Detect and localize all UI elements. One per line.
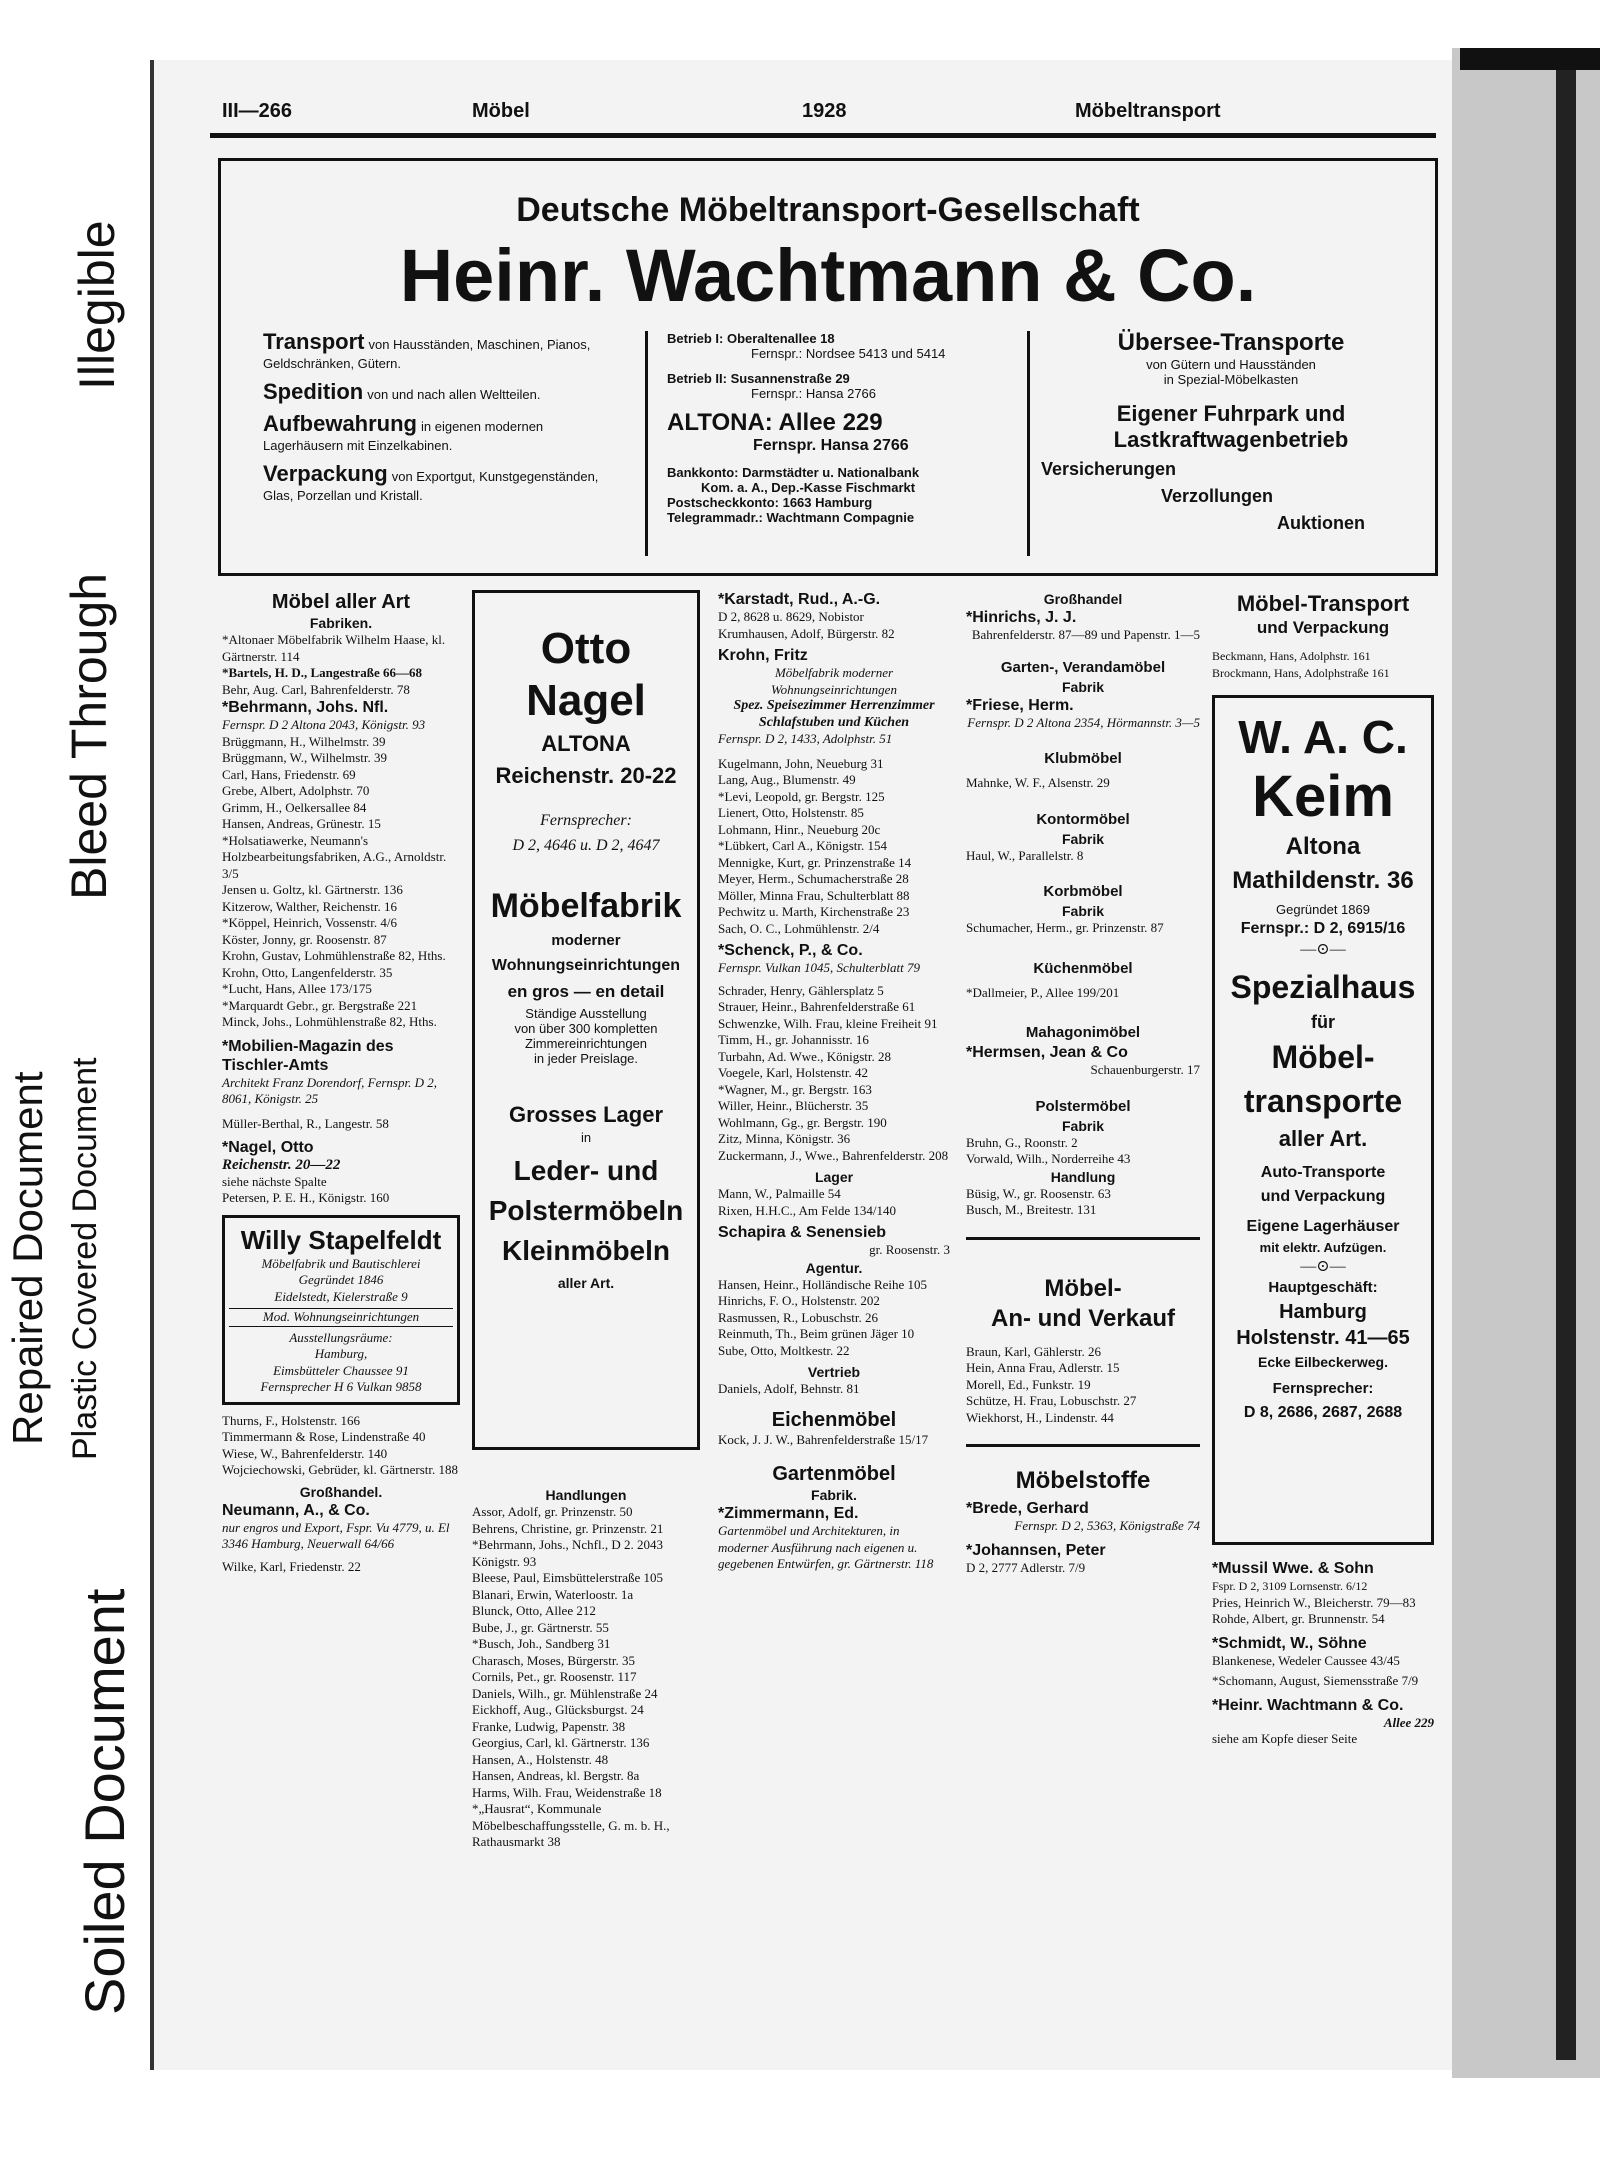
list-item: Franke, Ludwig, Papenstr. 38 (472, 1718, 626, 1734)
keim-ornament: —⊙— (1300, 941, 1346, 958)
stapel-line: Fernsprecher H 6 Vulkan 9858 (260, 1379, 422, 1394)
list-item: Krohn, Otto, Langenfelderstr. 35 (222, 964, 393, 980)
list-item: Reinmuth, Th., Beim grünen Jäger 10 (718, 1326, 915, 1341)
category-title: Möbel aller Art (271, 591, 411, 613)
divider (966, 1444, 1200, 1447)
altona-phone: Fernspr. Hansa 2766 (753, 437, 909, 454)
list-item: Timmermann & Rose, Lindenstraße 40 (222, 1429, 426, 1444)
list-item: Minck, Johs., Lohmühlenstraße 82, Hths. (222, 1014, 437, 1029)
list-item: Busch, M., Breitestr. 131 (966, 1202, 1097, 1217)
category-sub: Agentur. (805, 1259, 863, 1276)
keim-transporte: transporte (1243, 1083, 1403, 1119)
category-sub: Handlungen (545, 1487, 627, 1503)
list-item: *Lucht, Hans, Allee 173/175 (222, 981, 372, 996)
list-item: *Busch, Joh., Sandberg 31 (472, 1636, 611, 1651)
uebersee-sub-1: von Gütern und Hausständen (1146, 357, 1316, 372)
nagel-leder: Leder- und (513, 1155, 659, 1186)
versicherungen: Versicherungen (1041, 459, 1177, 479)
keim-fs: Fernsprecher: (1272, 1380, 1374, 1397)
category-title: Möbel-Transport (1236, 591, 1410, 616)
list-item: Wilke, Karl, Friedenstr. 22 (222, 1558, 361, 1574)
list-item: Willer, Heinr., Blücherstr. 35 (718, 1098, 869, 1113)
zimmermann-sub: Gartenmöbel und Architekturen, in moderner Ausführung nach eigenen u. gegebenen Entwürfen, gr. Gärtnerstr. 118 (718, 1523, 934, 1571)
header-rule (210, 133, 1436, 138)
keim-fsn: D 8, 2686, 2687, 2688 (1243, 1404, 1403, 1421)
stapel-line: Ausstellungsräume: (289, 1329, 393, 1345)
page-edge-top (1460, 48, 1600, 70)
list-item: Hansen, Andreas, Grünestr. 15 (222, 816, 381, 831)
service-title: Transport (263, 329, 365, 354)
nagel-altona: ALTONA (541, 731, 631, 756)
keim-fern: Fernspr.: D 2, 6915/16 (1240, 920, 1406, 937)
list-item: Bleese, Paul, Eimsbüttelerstraße 105 (472, 1570, 663, 1585)
category-sub: Handlung (1050, 1168, 1116, 1185)
list-item: Lienert, Otto, Holstenstr. 85 (718, 805, 864, 820)
list-item: Voegele, Karl, Holstenstr. 42 (718, 1065, 868, 1080)
list-item: *Bartels, H. D., Langestraße 66—68 (222, 665, 423, 680)
category-title: Garten-, Verandamöbel (1000, 658, 1166, 676)
keim-ecke: Ecke Eilbeckerweg. (1258, 1354, 1388, 1370)
column-2 (472, 590, 700, 1851)
service-text: von und nach allen Weltteilen. (367, 387, 541, 402)
list-item: Hein, Anna Frau, Adlerstr. 15 (966, 1360, 1120, 1375)
list-item: Petersen, P. E. H., Königstr. 160 (222, 1190, 390, 1205)
label-plastic-covered-document: Plastic Covered Document (66, 1057, 104, 1460)
category-title: Eichenmöbel (771, 1408, 897, 1431)
krohn-sub: Möbelfabrik moderner Wohnungseinrichtungen (771, 665, 897, 697)
nagel-advert (472, 590, 700, 1450)
mobilien-sub: Architekt Franz Dorendorf, Fernspr. D 2, 8061, Königstr. 25 (222, 1074, 437, 1106)
service-text: in eigenen modernen Lagerhäusern mit Einzelkabinen. (263, 419, 544, 453)
nagel-note: siehe nächste Spalte (222, 1173, 327, 1189)
hinrichs-name: *Hinrichs, J. J. (966, 609, 1077, 626)
neumann-sub: nur engros und Export, Fspr. Vu 4779, u. El 3346 Hamburg, Neuerwall 64/66 (222, 1519, 450, 1551)
nagel-name: *Nagel, Otto (222, 1139, 314, 1156)
category-title: Kontormöbel (1036, 810, 1130, 828)
list-item: *Behrmann, Johs., Nchfl., D 2. 2043 Königstr. 93 (472, 1537, 664, 1569)
betrieb-2-phone: Fernspr.: Hansa 2766 (751, 386, 877, 401)
list-item: Wiekhorst, H., Lindenstr. 44 (966, 1409, 1114, 1425)
mussil-name: *Mussil Wwe. & Sohn (1212, 1560, 1374, 1577)
keim-ornament: —⊙— (1300, 1258, 1346, 1275)
stapel-line: Möbelfabrik und Bautischlerei (261, 1255, 421, 1271)
altona-address: ALTONA: Allee 229 (667, 409, 883, 436)
list-item: Blanari, Erwin, Waterloostr. 1a (472, 1586, 634, 1602)
list-item: D 2, 8628 u. 8629, Nobistor (718, 609, 864, 624)
label-illegible: Illegible (69, 220, 125, 390)
uebersee-sub-2: in Spezial-Möbelkasten (1163, 372, 1299, 387)
stapel-line: Eimsbütteler Chaussee 91 (273, 1362, 409, 1378)
list-item: Brockmann, Hans, Adolphstraße 161 (1212, 665, 1390, 680)
list-item: Assor, Adolf, gr. Prinzenstr. 50 (472, 1504, 633, 1519)
schmidt-name: *Schmidt, W., Söhne (1212, 1634, 1367, 1652)
topic-title: Möbeltransport (1075, 100, 1221, 122)
ad-company-name: Heinr. Wachtmann & Co. (399, 234, 1257, 317)
list-item: Mahnke, W. F., Alsenstr. 29 (966, 775, 1110, 790)
list-item: Hansen, Heinr., Holländische Reihe 105 (718, 1276, 928, 1292)
list-item: Carl, Hans, Friedenstr. 69 (222, 766, 356, 782)
list-item: *Behrmann, Johs. Nfl. (222, 699, 389, 716)
list-item: Schütze, H. Frau, Lobuschstr. 27 (966, 1393, 1137, 1408)
keim-fuer: für (1311, 1012, 1335, 1032)
column-4 (966, 590, 1200, 1576)
list-item: *Levi, Leopold, gr. Bergstr. 125 (718, 788, 885, 804)
category-title: Küchenmöbel (1033, 959, 1133, 977)
category-sub: Fabrik (1061, 678, 1104, 695)
nagel-moderner: moderner (551, 932, 621, 949)
list-item: Thurns, F., Holstenstr. 166 (222, 1412, 360, 1428)
fuhrpark-2: Lastkraftwagenbetrieb (1113, 427, 1349, 452)
list-item: Müller-Berthal, R., Langestr. 58 (222, 1115, 389, 1131)
nagel-aller: aller Art. (557, 1275, 615, 1291)
stapelfeldt-advert (222, 1215, 460, 1405)
list-item: *Altonaer Möbelfabrik Wilhelm Haase, kl. Gärtnerstr. 114 (222, 632, 446, 664)
keim-auto: und Verpackung (1260, 1188, 1386, 1205)
keim-lager: mit elektr. Aufzügen. (1259, 1240, 1387, 1255)
keim-aller: aller Art. (1278, 1126, 1368, 1151)
category-title: Möbel- (1044, 1274, 1122, 1302)
label-repaired-document: Repaired Document (4, 1071, 51, 1445)
nagel-engros: en gros — en detail (507, 982, 665, 1001)
category-title: An- und Verkauf (990, 1304, 1176, 1332)
stapel-line: Eidelstedt, Kielerstraße 9 (274, 1288, 408, 1304)
brede-name: *Brede, Gerhard (966, 1500, 1089, 1517)
verzollungen: Verzollungen (1161, 486, 1274, 506)
list-item: Brüggmann, H., Wilhelmstr. 39 (222, 733, 386, 749)
schapira-name: Schapira & Senensieb (718, 1224, 887, 1241)
column-1 (222, 590, 460, 1575)
list-item: *Holsatiawerke, Neumann's Holzbearbeitungsfabriken, A.G., Arnoldstr. 3/5 (222, 832, 447, 881)
list-item: Mann, W., Palmaille 54 (718, 1186, 841, 1201)
list-item: Jensen u. Goltz, kl. Gärtnerstr. 136 (222, 882, 403, 897)
bank-1: Bankkonto: Darmstädter u. Nationalbank (667, 465, 920, 480)
category-title: Mahagonimöbel (1025, 1024, 1141, 1041)
nagel-ausstellung: Zimmereinrichtungen (524, 1036, 648, 1051)
ad-divider (1027, 331, 1030, 556)
list-item: Georgius, Carl, kl. Gärtnerstr. 136 (472, 1735, 650, 1750)
keim-name: Keim (1252, 764, 1394, 829)
uebersee-title: Übersee-Transporte (1117, 329, 1345, 356)
stapel-line: Hamburg, (314, 1346, 368, 1361)
category-sub: Fabrik. (811, 1487, 857, 1503)
ad-divider (645, 331, 648, 556)
list-item: Sube, Otto, Moltkestr. 22 (718, 1342, 850, 1358)
nagel-polster: Polstermöbeln (488, 1195, 684, 1226)
list-item: Rohde, Albert, gr. Brunnenstr. 54 (1212, 1611, 1385, 1626)
list-item: Grimm, H., Oelkersallee 84 (222, 799, 367, 815)
nagel-moebelfabrik: Möbelfabrik (490, 887, 682, 925)
friese-sub: Fernspr. D 2 Altona 2354, Hörmannstr. 3—5 (967, 714, 1200, 730)
list-item: Pries, Heinrich W., Bleicherstr. 79—83 (1212, 1594, 1416, 1610)
list-item: Zuckermann, J., Wwe., Bahrenfelderstr. 208 (718, 1147, 949, 1163)
hermsen-sub: Schauenburgerstr. 17 (1090, 1062, 1200, 1077)
keim-street: Mathildenstr. 36 (1232, 867, 1414, 894)
column-5 (1212, 590, 1434, 1748)
year: 1928 (802, 100, 847, 122)
list-item: Morell, Ed., Funkstr. 19 (966, 1376, 1091, 1392)
postscheck: Postscheckkonto: 1663 Hamburg (667, 495, 873, 510)
list-item: *Marquardt Gebr., gr. Bergstraße 221 (222, 997, 418, 1013)
nagel-wohn: Wohnungseinrichtungen (491, 957, 681, 974)
auktionen: Auktionen (1277, 513, 1365, 533)
betrieb-2: Betrieb II: Susannenstraße 29 (667, 371, 850, 386)
keim-gegr: Gegründet 1869 (1276, 902, 1370, 917)
list-item: *Schomann, August, Siemensstraße 7/9 (1212, 1673, 1419, 1688)
list-item: Grebe, Albert, Adolphstr. 70 (222, 783, 370, 798)
list-item: Behr, Aug. Carl, Bahrenfelderstr. 78 (222, 681, 410, 697)
page-number: III—266 (222, 100, 293, 122)
wachtmann-name: *Heinr. Wachtmann & Co. (1212, 1696, 1404, 1714)
service-title: Spedition (263, 379, 364, 404)
list-item: Daniels, Wilh., gr. Mühlenstraße 24 (472, 1685, 658, 1701)
list-item: Büsig, W., gr. Roosenstr. 63 (966, 1185, 1111, 1201)
category-sub: Großhandel (1043, 591, 1123, 607)
stapel-line: Mod. Wohnungseinrichtungen (229, 1308, 453, 1327)
keim-hstr: Holstenstr. 41—65 (1236, 1327, 1410, 1349)
karstadt: *Karstadt, Rud., A.-G. (718, 591, 881, 608)
krohn-fern: Fernspr. D 2, 1433, Adolphstr. 51 (718, 731, 893, 746)
service-title: Verpackung (263, 461, 388, 486)
category-sub: Großhandel. (299, 1483, 383, 1500)
category-sub: Fabrik (1061, 903, 1104, 919)
list-item: *„Hausrat“, Kommunale Möbelbeschaffungsstelle, G. m. b. H., Rathausmarkt 38 (472, 1801, 670, 1849)
list-item: Hansen, Andreas, kl. Bergstr. 8a (472, 1768, 640, 1783)
betrieb-1-phone: Fernspr.: Nordsee 5413 und 5414 (751, 346, 946, 361)
krohn-spez: Spez. Speisezimmer Herrenzimmer Schlafstuben und Küchen (733, 698, 935, 730)
category-title: Möbelstoffe (1015, 1467, 1151, 1494)
page-edge-dark (1556, 60, 1576, 2060)
keim-altona: Altona (1285, 833, 1361, 860)
krohn-name: Krohn, Fritz (718, 647, 808, 664)
johannsen-name: *Johannsen, Peter (966, 1541, 1106, 1559)
list-item: Daniels, Adolf, Behnstr. 81 (718, 1381, 860, 1396)
list-item: Mennigke, Kurt, gr. Prinzenstraße 14 (718, 854, 912, 870)
bank-2: Kom. a. A., Dep.-Kasse Fischmarkt (701, 480, 916, 495)
list-item: Wiese, W., Bahrenfelderstr. 140 (222, 1445, 388, 1461)
ad-services (263, 329, 623, 505)
ad-contacts (667, 331, 1007, 525)
list-item: Wojciechowski, Gebrüder, kl. Gärtnerstr. 188 (222, 1462, 458, 1477)
nagel-in: in (580, 1130, 592, 1145)
section-title: Möbel (472, 100, 530, 122)
label-bleed-through: Bleed Through (61, 572, 117, 900)
wachtmann-addr: Allee 229 (1383, 1714, 1434, 1730)
category-sub: Fabrik (1061, 1117, 1104, 1134)
keim-advert (1212, 695, 1434, 1545)
keim-lager: Eigene Lagerhäuser (1246, 1218, 1400, 1235)
list-item: Schrader, Henry, Gählersplatz 5 (718, 982, 884, 998)
label-soiled-document: Soiled Document (73, 1588, 136, 2015)
service-text: von Hausständen, Maschinen, Pianos, Geldschränken, Gütern. (263, 337, 591, 371)
wachtmann-advert (218, 158, 1438, 576)
list-item: Bruhn, G., Roonstr. 2 (966, 1134, 1078, 1150)
betrieb-1: Betrieb I: Oberaltenallee 18 (667, 331, 835, 346)
page-edge (1452, 48, 1600, 2078)
category-title: Klubmöbel (1044, 750, 1122, 767)
list-item: Harms, Wilh. Frau, Weidenstraße 18 (472, 1784, 662, 1800)
list-item: *Lübkert, Carl A., Königstr. 154 (718, 838, 887, 853)
keim-auto: Auto-Transporte (1260, 1164, 1386, 1181)
keim-haupt: Hauptgeschäft: (1268, 1279, 1378, 1296)
schenck-name: *Schenck, P., & Co. (718, 942, 863, 959)
schmidt-sub: Blankenese, Wedeler Caussee 43/45 (1212, 1652, 1400, 1668)
list-item: Rixen, H.H.C., Am Felde 134/140 (718, 1202, 897, 1218)
service-title: Aufbewahrung (263, 411, 417, 436)
list-item: Rasmussen, R., Lobuschstr. 26 (718, 1309, 878, 1325)
list-item: Krohn, Gustav, Lohmühlenstraße 82, Hths. (222, 948, 446, 963)
list-item: Schumacher, Herm., gr. Prinzenstr. 87 (966, 920, 1164, 935)
list-item: Köster, Jonny, gr. Roosenstr. 87 (222, 931, 387, 947)
telegramm: Telegrammadr.: Wachtmann Compagnie (667, 510, 915, 525)
list-item: Timm, H., gr. Johannisstr. 16 (718, 1032, 869, 1047)
nagel-ausstellung: in jeder Preislage. (533, 1051, 639, 1066)
list-item: Kugelmann, John, Neueburg 31 (718, 755, 884, 771)
nagel-klein: Kleinmöbeln (501, 1235, 670, 1266)
list-item: Hansen, A., Holstenstr. 48 (472, 1751, 609, 1767)
list-item: Schwenzke, Wilh. Frau, kleine Freiheit 91 (718, 1015, 938, 1031)
johannsen-sub: D 2, 2777 Adlerstr. 7/9 (966, 1559, 1086, 1575)
column-3 (718, 590, 950, 1573)
nagel-grosses: Grosses Lager (508, 1102, 664, 1127)
nagel-ausstellung: von über 300 kompletten (514, 1021, 658, 1036)
list-item: Wohlmann, Gg., gr. Bergstr. 190 (718, 1114, 887, 1130)
list-item: Hinrichs, F. O., Holstenstr. 202 (718, 1293, 880, 1308)
stapel-line: Gegründet 1846 (298, 1272, 384, 1287)
nagel-street: Reichenstr. 20-22 (495, 763, 677, 788)
list-item: Lohmann, Hinr., Neueburg 20c (718, 821, 881, 837)
list-item: *Wagner, M., gr. Bergstr. 163 (718, 1081, 872, 1097)
nagel-big: Otto Nagel (526, 624, 646, 725)
list-item: Bube, J., gr. Gärtnerstr. 55 (472, 1619, 609, 1635)
divider (966, 1237, 1200, 1240)
list-item: Lang, Aug., Blumenstr. 49 (718, 772, 856, 787)
category-title: Korbmöbel (1043, 883, 1123, 900)
ad-company-line: Deutsche Möbeltransport-Gesellschaft (516, 191, 1140, 229)
nagel-fern: Fernsprecher: (540, 812, 632, 829)
hermsen-name: *Hermsen, Jean & Co (966, 1044, 1128, 1061)
keim-hh: Hamburg (1279, 1301, 1367, 1323)
keim-moebel: Möbel- (1271, 1039, 1375, 1075)
list-item: Vorwald, Wilh., Norderreihe 43 (966, 1151, 1131, 1166)
list-item: Sach, O. C., Lohmühlenstr. 2/4 (718, 920, 880, 936)
hinrichs-sub: Bahrenfelderstr. 87—89 und Papenstr. 1—5 (971, 627, 1200, 642)
zimmermann-name: *Zimmermann, Ed. (718, 1505, 859, 1522)
brede-sub: Fernspr. D 2, 5363, Königstraße 74 (1014, 1518, 1200, 1533)
category-sub: Lager (814, 1169, 854, 1185)
list-item: Turbahn, Ad. Wwe., Königstr. 28 (718, 1048, 891, 1064)
list-item: Krumhausen, Adolf, Bürgerstr. 82 (718, 625, 895, 641)
keim-wac: W. A. C. (1238, 711, 1408, 763)
category-sub: Fabrik (1061, 830, 1104, 847)
fuhrpark-1: Eigener Fuhrpark und (1116, 401, 1346, 426)
list-item: Blunck, Otto, Allee 212 (472, 1603, 596, 1618)
wachtmann-note: siehe am Kopfe dieser Seite (1212, 1731, 1358, 1746)
list-item: Kitzerow, Walther, Reichenstr. 16 (222, 898, 397, 914)
category-title: Polstermöbel (1035, 1097, 1131, 1115)
list-item: Beckmann, Hans, Adolphstr. 161 (1212, 649, 1371, 663)
list-item: *Dallmeier, P., Allee 199/201 (966, 984, 1120, 1000)
list-item: Braun, Karl, Gählerstr. 26 (966, 1343, 1102, 1359)
list-item: Möller, Minna Frau, Schulterblatt 88 (718, 887, 910, 903)
stapel-name: Willy Stapelfeldt (240, 1224, 442, 1255)
friese-name: *Friese, Herm. (966, 696, 1074, 714)
nagel-ausstellung: Ständige Ausstellung (525, 1006, 647, 1021)
neumann-name: Neumann, A., & Co. (222, 1501, 370, 1519)
ad-right (1041, 329, 1421, 534)
keim-spez: Spezialhaus (1230, 969, 1416, 1005)
nagel-fern-num: D 2, 4646 u. D 2, 4647 (512, 836, 660, 854)
list-item: Brüggmann, W., Wilhelmstr. 39 (222, 750, 387, 765)
category-title: Gartenmöbel (772, 1463, 896, 1485)
list-item: Charasch, Moses, Bürgerstr. 35 (472, 1652, 635, 1668)
mobilien-magazin: *Mobilien-Magazin des Tischler-Amts (222, 1037, 394, 1074)
list-item: Behrens, Christine, gr. Prinzenstr. 21 (472, 1520, 664, 1536)
list-item: Haul, W., Parallelstr. 8 (966, 847, 1084, 863)
list-item: Cornils, Pet., gr. Roosenstr. 117 (472, 1669, 637, 1684)
mussil-sub: Fspr. D 2, 3109 Lornsenstr. 6/12 (1212, 1579, 1368, 1593)
list-item: Fernspr. D 2 Altona 2043, Königstr. 93 (222, 717, 426, 732)
category-sub: Vertrieb (807, 1364, 861, 1380)
list-item: *Köppel, Heinrich, Vossenstr. 4/6 (222, 915, 398, 930)
list-item: Strauer, Heinr., Bahrenfelderstraße 61 (718, 999, 916, 1014)
service-text: von Exportgut, Kunstgegenständen, Glas, Porzellan und Kristall. (263, 469, 599, 503)
list-item: Meyer, Herm., Schumacherstraße 28 (718, 871, 909, 886)
category-title: und Verpackung (1256, 618, 1390, 637)
schapira-sub: gr. Roosenstr. 3 (869, 1242, 950, 1257)
list-item: Eickhoff, Aug., Glücksburgst. 24 (472, 1702, 644, 1717)
list-item: Zitz, Minna, Königstr. 36 (718, 1131, 851, 1146)
list-item: Pechwitz u. Marth, Kirchenstraße 23 (718, 904, 910, 919)
list-item: Kock, J. J. W., Bahrenfelderstraße 15/17 (718, 1431, 929, 1447)
nagel-addr: Reichenstr. 20—22 (222, 1157, 341, 1173)
category-sub: Fabriken. (309, 615, 373, 631)
schenck-sub: Fernspr. Vulkan 1045, Schulterblatt 79 (718, 960, 920, 975)
